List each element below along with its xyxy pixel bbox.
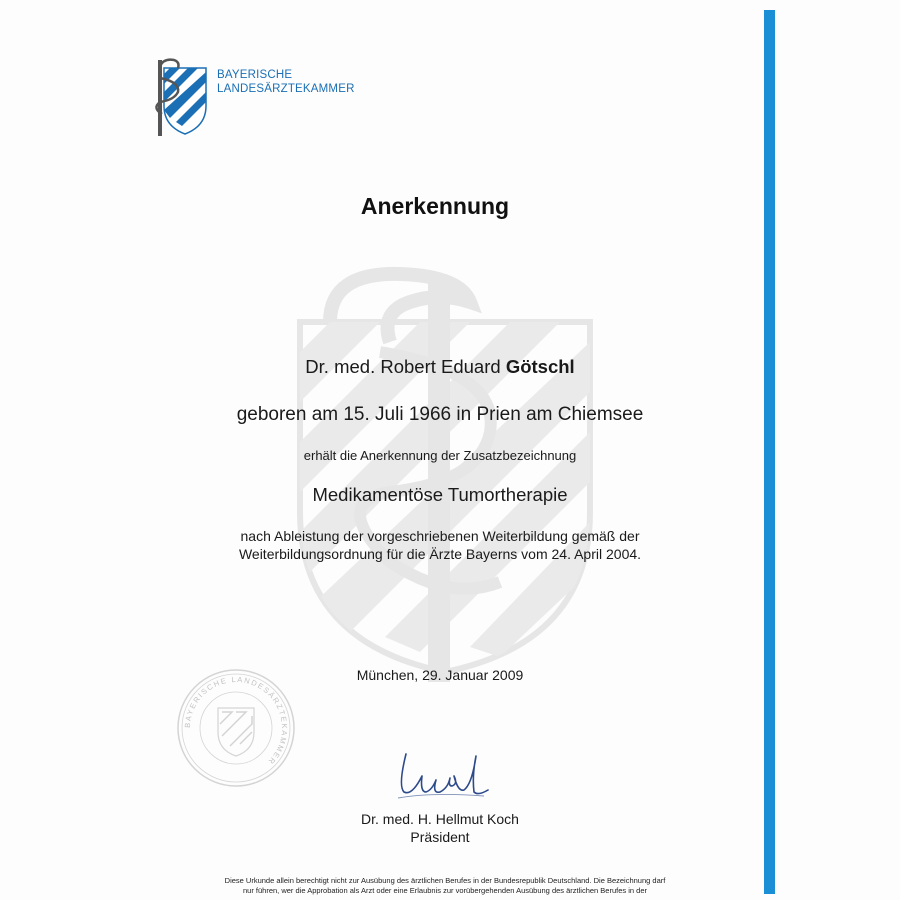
footer-line-2: nur führen, wer die Approbation als Arzt oder eine Erlaubnis zur vorübergehenden Ausübung des ärztlichen Berufes in der <box>242 886 647 895</box>
place-date: München, 29. Januar 2009 <box>356 667 524 683</box>
signatory-name: Dr. med. H. Hellmut Koch <box>361 811 519 827</box>
recipient-prefix: Dr. med. Robert Eduard <box>305 356 501 377</box>
embossed-seal-icon <box>174 666 298 790</box>
designation: Medikamentöse Tumortherapie <box>312 484 568 505</box>
watermark-emblem-icon <box>270 262 610 682</box>
logo-wordmark <box>217 68 355 96</box>
certificate-title: Anerkennung <box>360 193 510 219</box>
signatory-block <box>130 810 750 846</box>
recognition-line: erhält die Anerkennung der Zusatzbezeichnung <box>303 448 577 463</box>
logo-line-2: LANDESÄRZTEKAMMER <box>217 83 355 95</box>
recipient-name <box>130 356 750 378</box>
recipient-surname: Götschl <box>505 356 575 377</box>
basis-line-2: Weiterbildungsordnung für die Ärzte Bayerns vom 24. April 2004. <box>238 546 642 562</box>
accent-bar <box>764 10 775 894</box>
handwritten-signature <box>392 746 492 804</box>
legal-footer <box>150 876 740 896</box>
basis-paragraph <box>130 527 750 563</box>
seal-ring-text: BAYERISCHE LANDESÄRZTEKAMMER <box>182 674 290 767</box>
basis-line-1: nach Ableistung der vorgeschriebenen Weiterbildung gemäß der <box>240 528 640 544</box>
footer-line-1: Diese Urkunde allein berechtigt nicht zur Ausübung des ärztlichen Berufes in der Bundesrepublik Deutschland. Die Bezeichnung darf <box>224 876 666 885</box>
signatory-role: Präsident <box>410 829 470 845</box>
birth-line: geboren am 15. Juli 1966 in Prien am Chiemsee <box>236 404 644 425</box>
logo-line-1: BAYERISCHE <box>217 69 293 81</box>
bavarian-shield-with-staff-icon <box>150 56 210 136</box>
